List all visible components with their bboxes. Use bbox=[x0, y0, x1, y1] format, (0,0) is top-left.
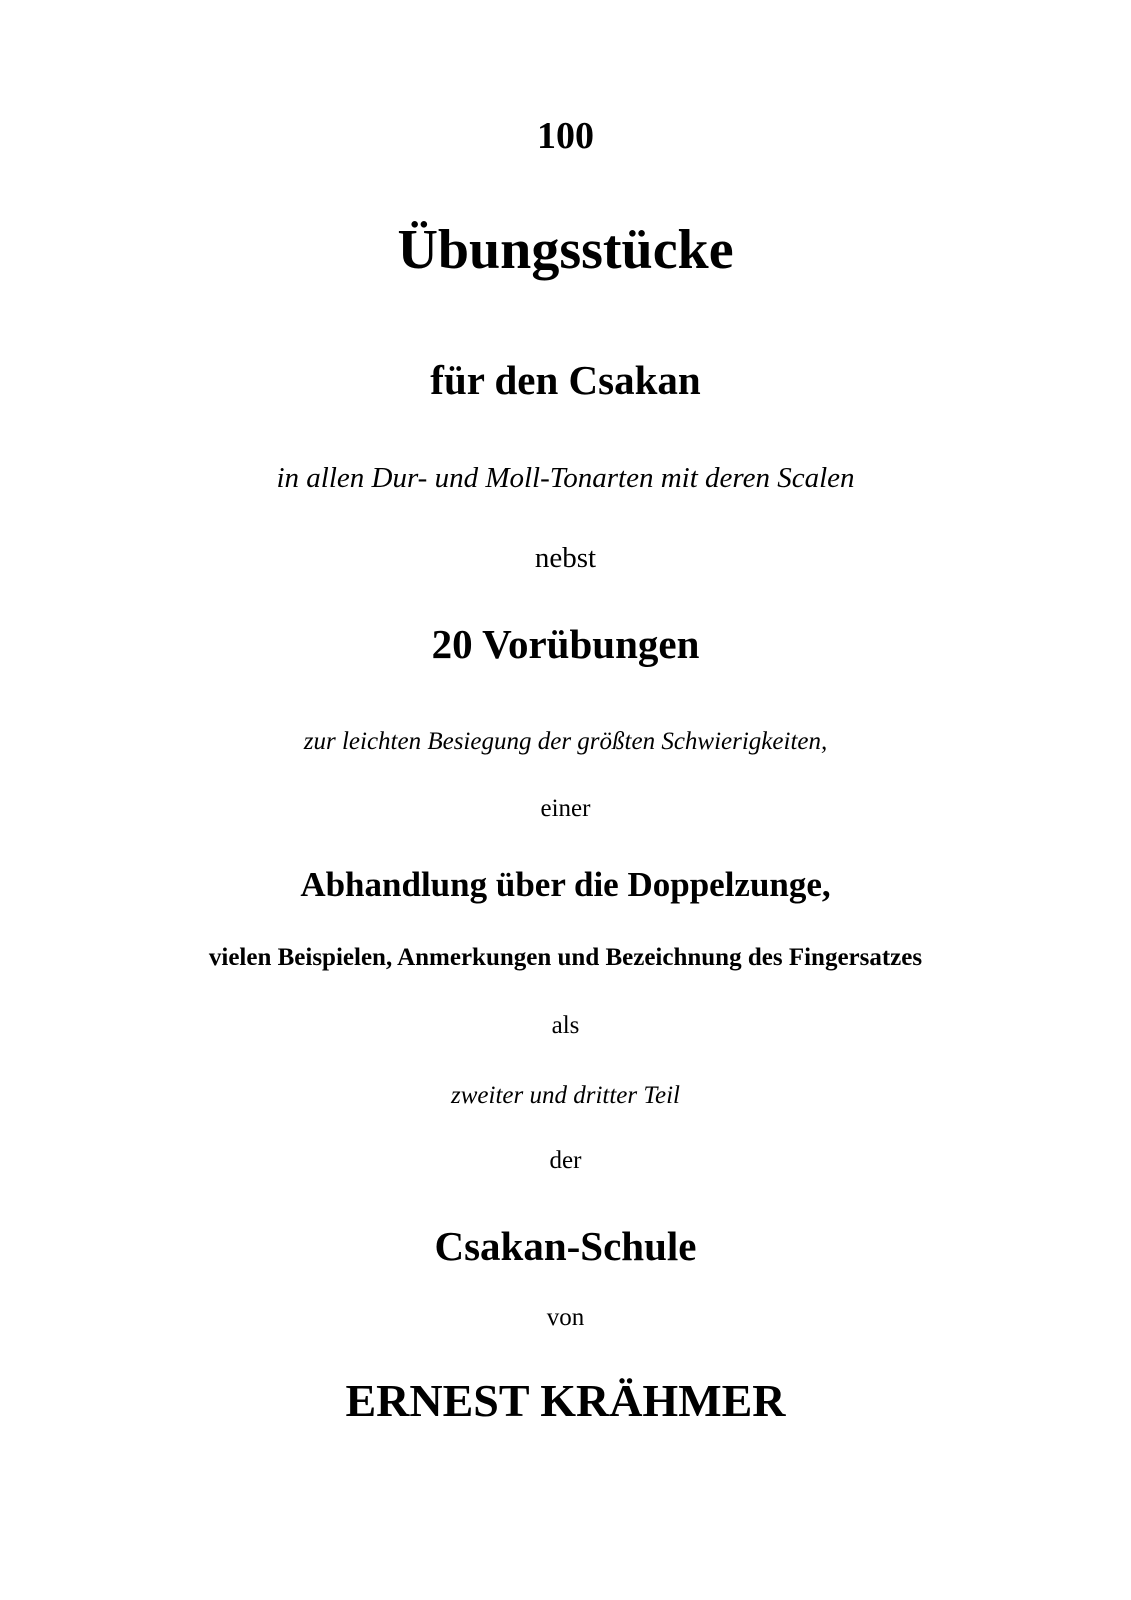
conjunction-nebst: nebst bbox=[534, 542, 597, 574]
pre-exercises-line: 20 Vorübungen bbox=[431, 621, 700, 667]
treatise-line: Abhandlung über die Doppelzunge, bbox=[300, 865, 831, 904]
conjunction-von: von bbox=[546, 1304, 585, 1331]
keys-line: in allen Dur- und Moll-Tonarten mit deren Scalen bbox=[276, 462, 855, 494]
work-number: 100 bbox=[537, 115, 594, 157]
work-title: Übungsstücke bbox=[397, 219, 734, 281]
conjunction-als: als bbox=[551, 1012, 580, 1039]
conjunction-der: der bbox=[549, 1147, 582, 1174]
instrument-line: für den Csakan bbox=[430, 357, 701, 403]
purpose-line: zur leichten Besiegung der größten Schwierigkeiten, bbox=[303, 728, 828, 755]
author-name: ERNEST KRÄHMER bbox=[345, 1375, 786, 1426]
conjunction-einer: einer bbox=[540, 795, 591, 822]
school-title: Csakan-Schule bbox=[434, 1223, 697, 1269]
part-line: zweiter und dritter Teil bbox=[451, 1082, 680, 1109]
examples-line: vielen Beispielen, Anmerkungen und Bezeichnung des Fingersatzes bbox=[208, 944, 923, 971]
